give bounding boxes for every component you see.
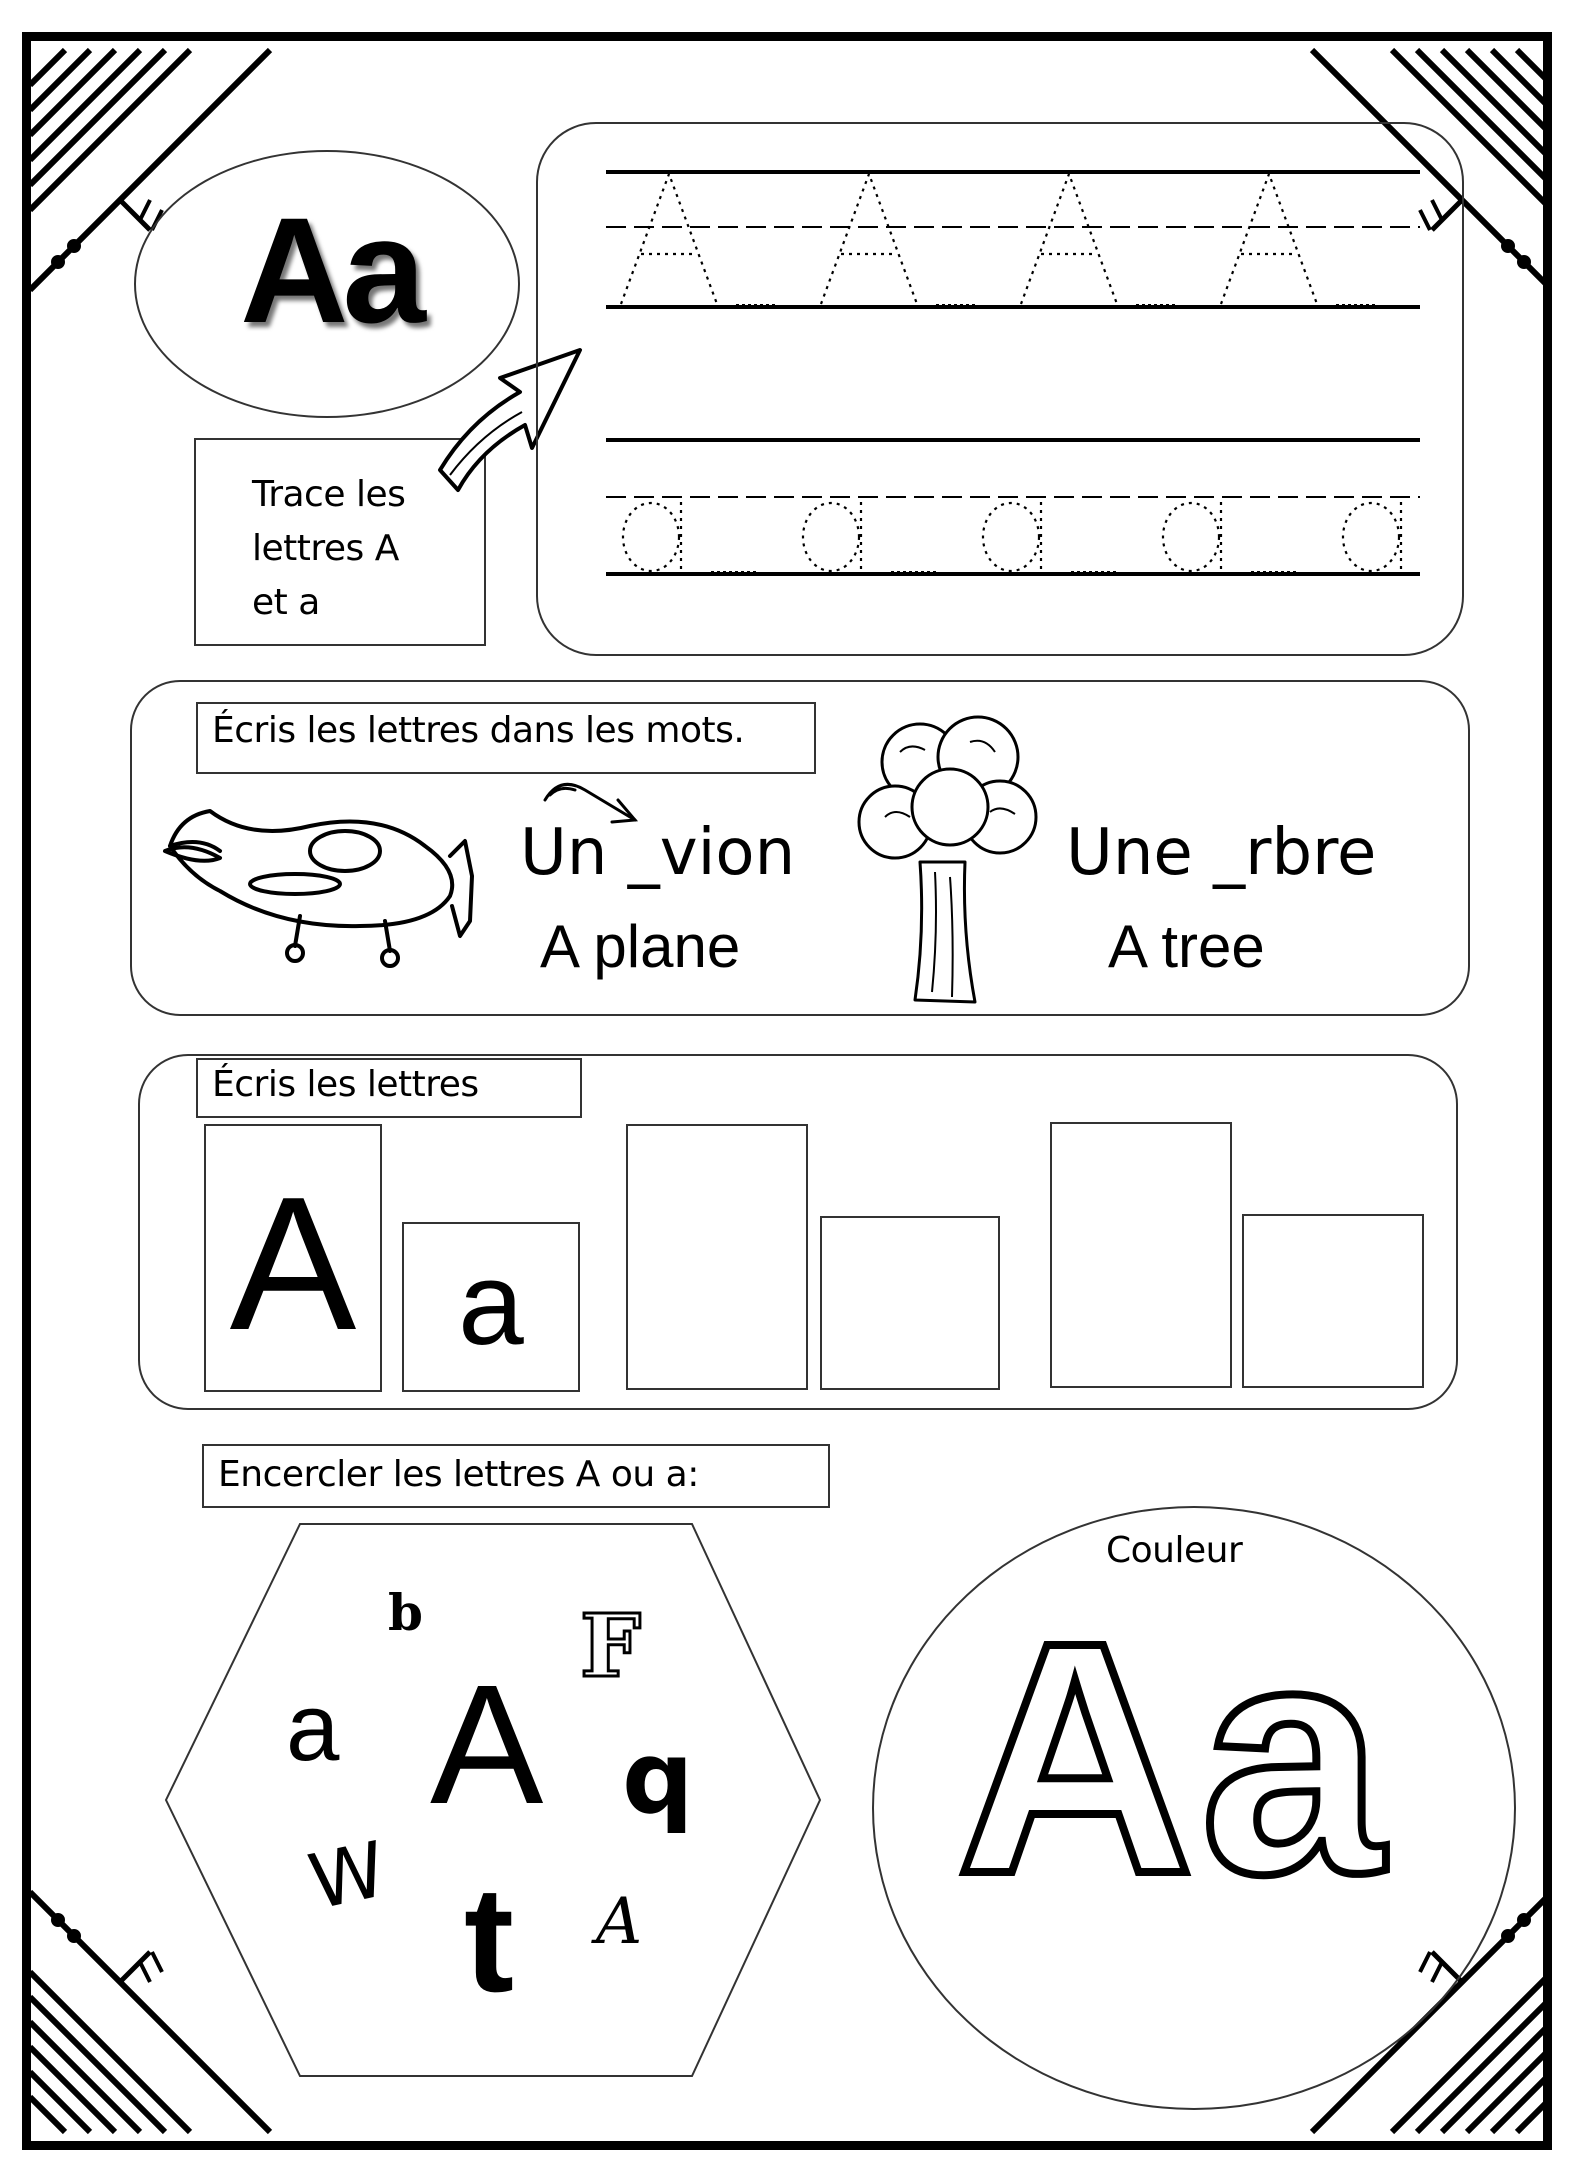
tree-icon <box>850 712 1050 1012</box>
model-lowercase-letter: a <box>458 1238 524 1370</box>
scatter-letter-A-italic[interactable]: A <box>596 1885 643 1959</box>
scatter-letter-a[interactable]: a <box>286 1674 340 1781</box>
trace-instruction-line: lettres A <box>252 528 399 569</box>
scatter-letter-t[interactable]: t <box>464 1855 514 2023</box>
color-letters[interactable]: Aa <box>956 1573 1390 1942</box>
scatter-letter-q[interactable]: q <box>622 1719 694 1836</box>
tracing-lines <box>536 122 1464 656</box>
scatter-letter-W[interactable]: W <box>301 1824 394 1927</box>
write-lowercase-box-2[interactable] <box>1242 1214 1424 1388</box>
write-uppercase-box-2[interactable] <box>1050 1122 1232 1388</box>
write-uppercase-box-1[interactable] <box>626 1124 808 1390</box>
scatter-letter-F[interactable]: F <box>580 1596 642 1697</box>
trace-instruction-line: et a <box>252 582 320 623</box>
translation-tree: A tree <box>1108 913 1265 980</box>
airplane-icon <box>160 796 480 976</box>
words-instruction: Écris les lettres dans les mots. <box>196 702 816 774</box>
write-instruction: Écris les lettres <box>196 1058 582 1118</box>
model-lowercase-box <box>402 1222 580 1392</box>
translation-airplane: A plane <box>540 913 741 980</box>
trace-instruction-text <box>252 468 405 630</box>
color-label: Couleur <box>1106 1530 1243 1571</box>
big-letters: Aa <box>240 186 420 354</box>
model-uppercase-box <box>204 1124 382 1392</box>
circle-instruction: Encercler les lettres A ou a: <box>202 1444 830 1508</box>
scatter-letter-b[interactable]: b <box>388 1583 423 1642</box>
word-tree: Une _rbre <box>1066 816 1377 890</box>
word-airplane: Un _vion <box>520 816 796 890</box>
write-lowercase-box-1[interactable] <box>820 1216 1000 1390</box>
trace-instruction-line: Trace les <box>252 474 406 515</box>
model-uppercase-letter: A <box>229 1158 357 1370</box>
scatter-letter-A[interactable]: A <box>430 1650 544 1840</box>
